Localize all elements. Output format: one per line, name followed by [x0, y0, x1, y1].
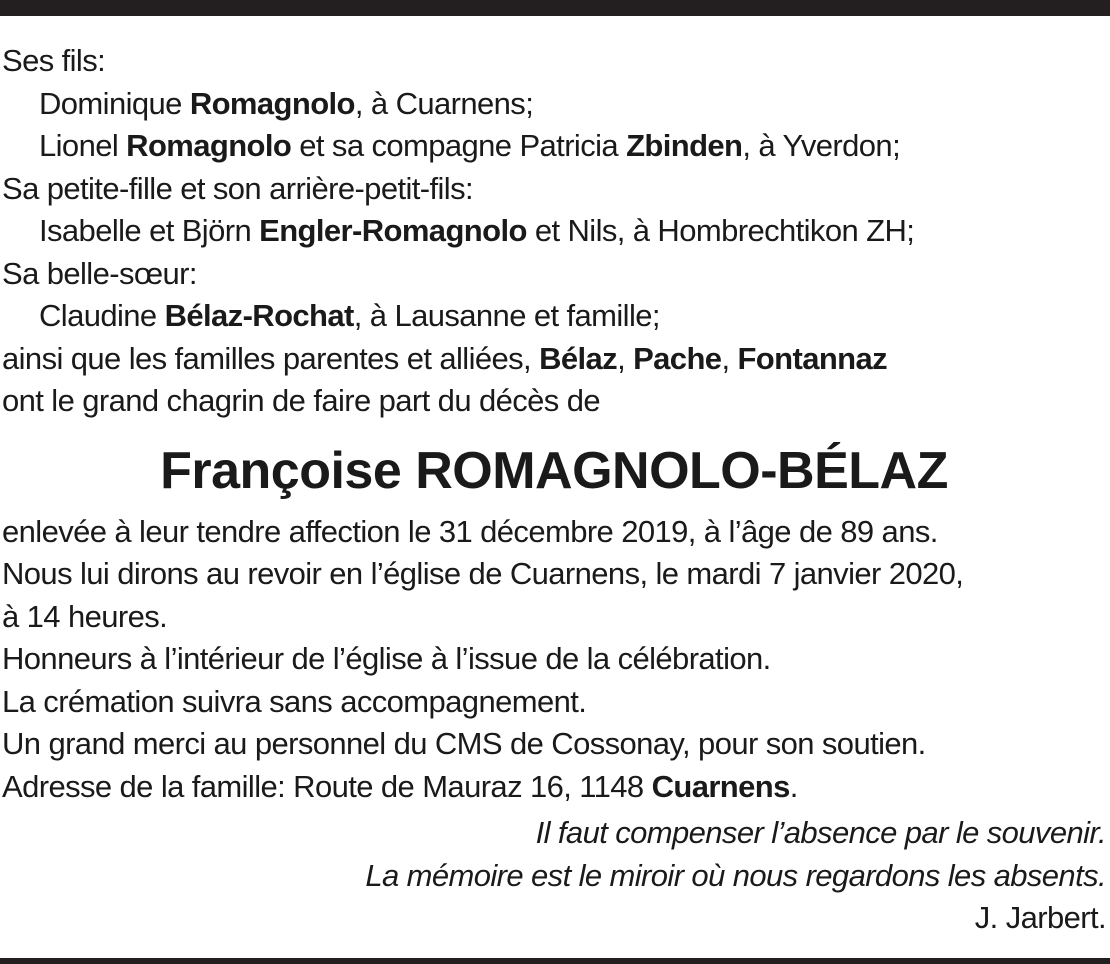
top-border-bar — [0, 0, 1110, 16]
deceased-name: Françoise ROMAGNOLO-BÉLAZ — [160, 441, 948, 500]
details-line-2: Nous lui dirons au revoir en l’église de Cuarnens, le mardi 7 janvier 2020, — [2, 556, 964, 591]
related-families-sep-2: , — [721, 340, 730, 376]
grandchildren-rest: et Nils, à Hombrechtikon ZH; — [534, 213, 915, 248]
son-2-partner-last-name: Zbinden — [626, 128, 743, 163]
sons-label: Ses fils: — [2, 43, 106, 78]
son-2-first-name: Lionel — [39, 128, 119, 163]
sister-in-law-label: Sa belle-sœur: — [2, 255, 197, 291]
sister-in-law-line — [2, 295, 1106, 338]
related-family-2: Pache — [633, 340, 722, 376]
son-1-first-name: Dominique — [39, 85, 182, 121]
related-families-line — [2, 338, 1106, 381]
grandchildren-label: Sa petite-fille et son arrière-petit-fils: — [2, 170, 473, 206]
address-town: Cuarnens — [651, 768, 790, 804]
related-families-sep-1: , — [617, 340, 626, 376]
address-prefix: Adresse de la famille: Route de Mauraz 16, 1148 — [2, 768, 644, 804]
related-family-1: Bélaz — [539, 340, 618, 376]
son-1-place: , à Cuarnens; — [354, 85, 534, 121]
son-2-last-name: Romagnolo — [126, 128, 292, 163]
details-line-5: La crémation suivra sans accompagnement. — [2, 683, 587, 719]
address-end: . — [789, 768, 798, 804]
son-2-partner: et sa compagne Patricia — [299, 128, 619, 163]
details-line-6: Un grand merci au personnel du CMS de Cossonay, pour son soutien. — [2, 726, 926, 761]
address-line — [2, 766, 1106, 809]
son-2-place: , à Yverdon; — [742, 128, 901, 163]
quote-line-2: La mémoire est le miroir où nous regardons les absents. — [365, 857, 1106, 893]
obituary-notice — [2, 40, 1106, 940]
details-line-4: Honneurs à l’intérieur de l’église à l’issue de la célébration. — [2, 641, 771, 676]
grandchildren-first-names: Isabelle et Björn — [39, 213, 252, 248]
son-2-line — [2, 125, 1106, 168]
quote-line-1: Il faut compenser l’absence par le souvenir. — [535, 815, 1106, 850]
details-line-3: à 14 heures. — [2, 598, 168, 634]
grandchildren-line — [2, 210, 1106, 253]
sister-in-law-first-name: Claudine — [39, 298, 157, 333]
announcement-line: ont le grand chagrin de faire part du décès de — [2, 383, 600, 418]
details-line-1: enlevée à leur tendre affection le 31 décembre 2019, à l’âge de 89 ans. — [2, 513, 938, 549]
son-1-line — [2, 83, 1106, 126]
quote-author: J. Jarbert. — [974, 900, 1106, 935]
son-1-last-name: Romagnolo — [189, 85, 355, 121]
grandchildren-last-name: Engler-Romagnolo — [259, 213, 527, 248]
sister-in-law-rest: , à Lausanne et famille; — [353, 298, 660, 333]
bottom-border-rule — [0, 958, 1110, 964]
sister-in-law-last-name: Bélaz-Rochat — [164, 298, 354, 333]
related-family-3: Fontannaz — [737, 340, 888, 376]
related-families-prefix: ainsi que les familles parentes et alliées, — [2, 340, 532, 376]
